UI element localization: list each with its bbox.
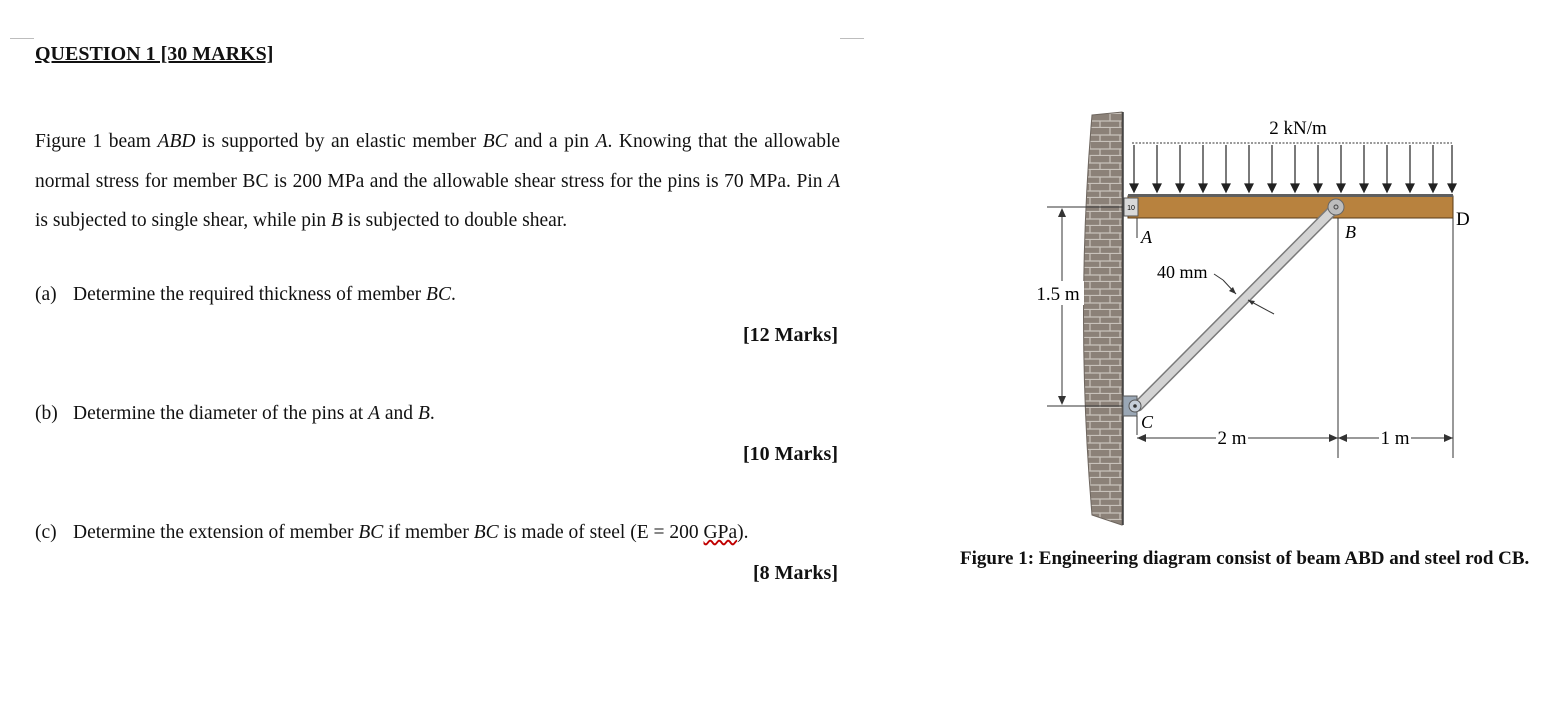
height-label: 1.5 m xyxy=(1036,284,1080,305)
part-c-label: (c) xyxy=(35,522,57,543)
load-arrow xyxy=(1406,145,1414,192)
load-arrow xyxy=(1383,145,1391,192)
height-arrow-top xyxy=(1058,208,1066,217)
label-b: B xyxy=(1345,222,1356,242)
figure-caption: Figure 1: Engineering diagram consist of beam ABD and steel rod CB. xyxy=(960,548,1530,569)
load-arrow xyxy=(1199,145,1207,192)
part-b-label: (b) xyxy=(35,403,58,424)
label-c: C xyxy=(1141,412,1154,432)
rod-bc xyxy=(1138,207,1336,406)
width-label: 40 mm xyxy=(1157,262,1208,282)
span1-arrow-right xyxy=(1329,434,1338,442)
load-arrow xyxy=(1291,145,1299,192)
span1-label: 2 m xyxy=(1217,428,1247,449)
part-c-marks: [8 Marks] xyxy=(753,562,838,584)
span2-label: 1 m xyxy=(1380,428,1410,449)
load-arrows xyxy=(1130,145,1456,192)
part-a-label: (a) xyxy=(35,284,57,305)
pin-c-center xyxy=(1133,404,1137,408)
span2-arrow-right xyxy=(1444,434,1453,442)
span1-arrow-left xyxy=(1137,434,1146,442)
load-arrow xyxy=(1448,145,1456,192)
part-b-marks: [10 Marks] xyxy=(743,443,838,465)
width-arrowhead-lower xyxy=(1248,300,1255,305)
label-d: D xyxy=(1456,209,1470,230)
page-corner-mark-right xyxy=(840,38,864,39)
width-leader xyxy=(1214,274,1223,280)
span2-arrow-left xyxy=(1338,434,1347,442)
part-b: (b) Determine the diameter of the pins at A and B. xyxy=(35,403,435,424)
label-a: A xyxy=(1141,227,1152,247)
beam-abd xyxy=(1128,196,1453,218)
load-arrow xyxy=(1360,145,1368,192)
part-c: (c) Determine the extension of member BC if member BC is made of steel (E = 200 GPa). xyxy=(35,522,749,543)
beam-top-edge xyxy=(1128,194,1453,197)
load-arrow xyxy=(1268,145,1276,192)
pin-plate-label: 10 xyxy=(1127,205,1135,212)
part-a: (a) Determine the required thickness of member BC. xyxy=(35,284,456,305)
load-arrow xyxy=(1130,145,1138,192)
load-label: 2 kN/m xyxy=(1269,118,1327,139)
load-arrow xyxy=(1429,145,1437,192)
question-intro: Figure 1 beam ABD is supported by an elastic member BC and a pin A. Knowing that the allowable normal stress for member BC is 200 MPa and the allowable shear stress for the pins is 70 MPa. Pin A is subjected to single shear, while pin B is subjected to double shear. xyxy=(35,131,841,231)
load-arrow xyxy=(1337,145,1345,192)
beam-diagram xyxy=(1020,100,1490,530)
load-arrow xyxy=(1222,145,1230,192)
load-arrow xyxy=(1314,145,1322,192)
spellcheck-underlined-word: GPa xyxy=(703,522,738,543)
part-a-marks: [12 Marks] xyxy=(743,324,838,346)
question-title: QUESTION 1 [30 MARKS] xyxy=(35,43,274,65)
height-arrow-bottom xyxy=(1058,396,1066,405)
page-corner-mark-left xyxy=(10,38,34,39)
load-arrow xyxy=(1245,145,1253,192)
pin-b xyxy=(1328,199,1344,215)
load-arrow xyxy=(1176,145,1184,192)
load-arrow xyxy=(1153,145,1161,192)
brick-wall xyxy=(1084,112,1123,525)
